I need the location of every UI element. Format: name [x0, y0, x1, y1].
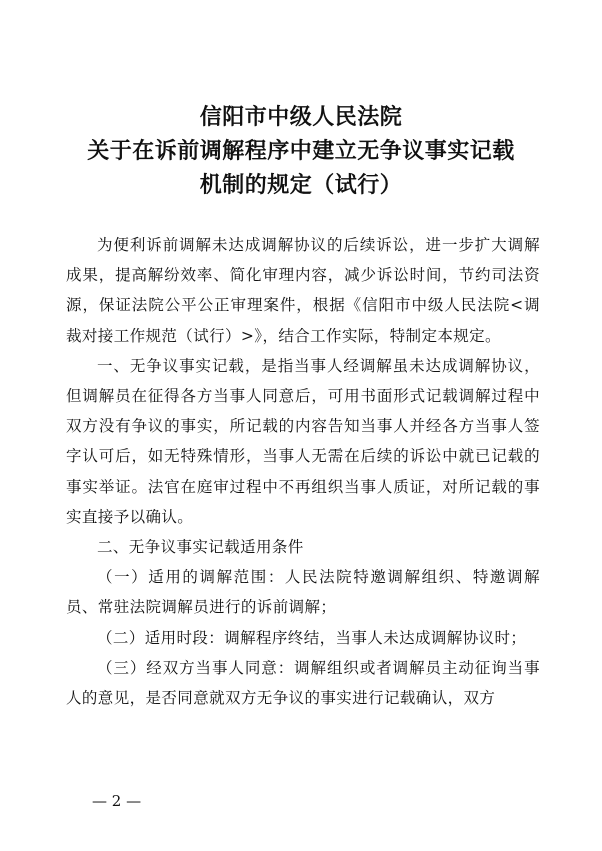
title-line-subject: 关于在诉前调解程序中建立无争议事实记载 — [87, 138, 515, 164]
paragraph-condition-2-timing: （二）适用时段：调解程序终结，当事人未达成调解协议时； — [97, 628, 527, 647]
paragraph-condition-1-scope: （一）适用的调解范围：人民法院特邀调解组织、特邀调解员、常驻法院调解员进行的诉前调解； — [66, 568, 540, 617]
document-body — [66, 230, 540, 713]
paragraph-condition-3-consent: （三）经双方当事人同意：调解组织或者调解员主动征询当事人的意见，是否同意就双方无争议的事实进行记载确认，双方 — [66, 658, 540, 708]
title-line-court: 信阳市中级人民法院 — [199, 104, 403, 130]
paragraph-preamble: 为便利诉前调解未达成调解协议的后续诉讼，进一步扩大调解成果，提高解纷效率、简化审理内容，减少诉讼时间，节约司法资源，保证法院公平公正审理案件，根据《信阳市中级人民法院<调裁对接工作规范（试行）>》，结合工作实际，特制定本规定。 — [66, 236, 540, 345]
page-number: — 2 — — [92, 792, 142, 810]
title-line-mechanism: 机制的规定（试行） — [199, 172, 403, 198]
paragraph-section-1-definition: 一、无争议事实记载，是指当事人经调解虽未达成调解协议，但调解员在征得各方当事人同意后，可用书面形式记载调解过程中双方没有争议的事实，所记载的内容告知当事人并经各方当事人签字认可后，如无特殊情形，当事人无需在后续的诉讼中就已记载的事实举证。法官在庭审过程中不再组织当事人质证，对所记载的事实直接予以确认。 — [66, 356, 540, 526]
paragraph-section-2-heading: 二、无争议事实记载适用条件 — [97, 538, 304, 557]
document-title — [60, 100, 542, 202]
